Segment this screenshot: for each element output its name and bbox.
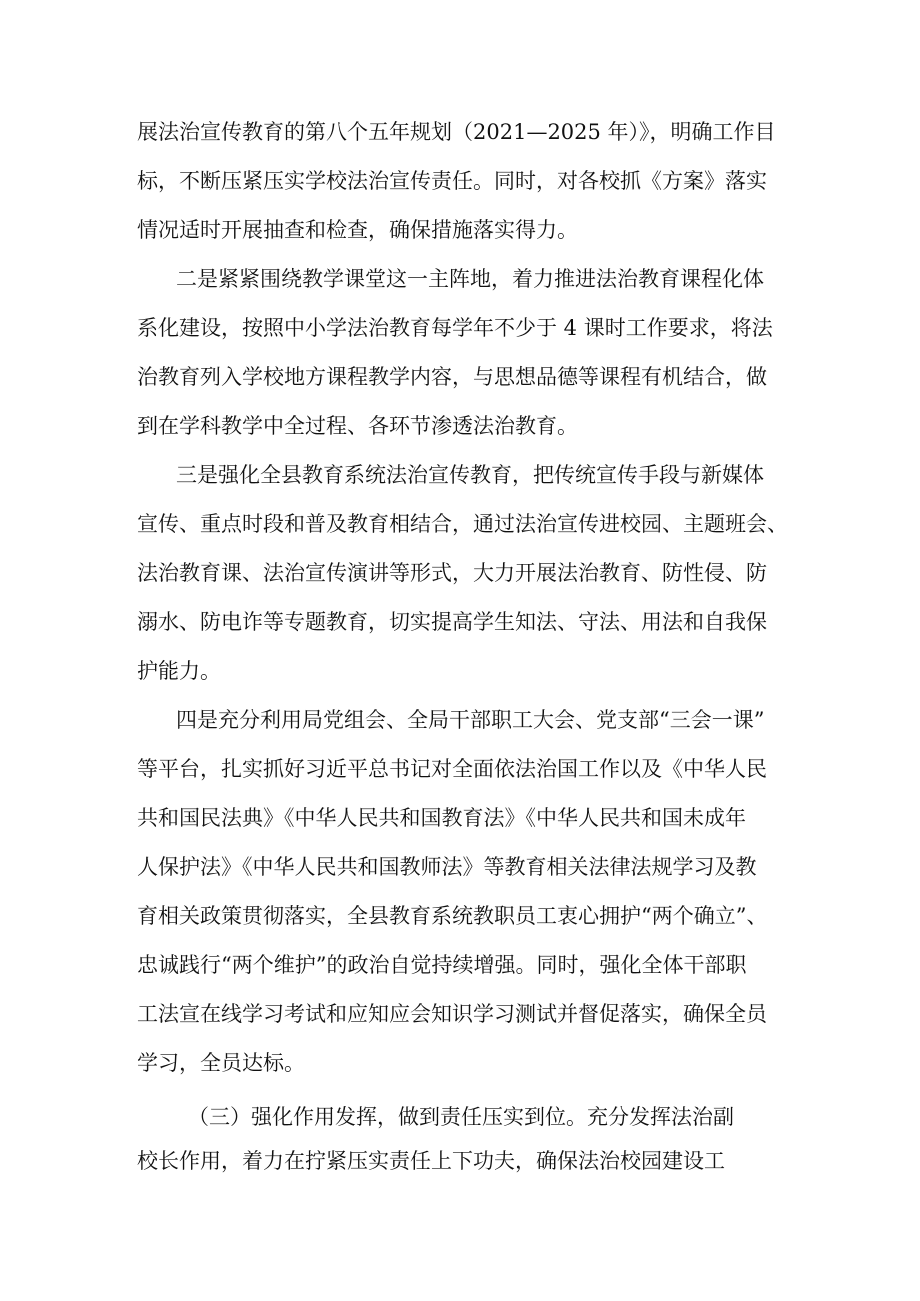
text-line: 四是充分利用局党组会、全局干部职工大会、党支部“三会一课” bbox=[176, 708, 765, 732]
text-line: 工法宣在线学习考试和应知应会知识学习测试并督促落实，确保全员 bbox=[137, 1002, 767, 1026]
text-line: 三是强化全县教育系统法治宣传教育，把传统宣传手段与新媒体 bbox=[176, 463, 764, 487]
text-line: 标，不断压紧压实学校法治宣传责任。同时，对各校抓《方案》落实 bbox=[137, 169, 767, 193]
text-line: 学习，全员达标。 bbox=[137, 1051, 305, 1075]
text-line: 二是紧紧围绕教学课堂这一主阵地，着力推进法治教育课程化体 bbox=[176, 267, 764, 291]
text-line: 等平台，扎实抓好习近平总书记对全面依法治国工作以及《中华人民 bbox=[137, 757, 767, 781]
text-line: 宣传、重点时段和普及教育相结合，通过法治宣传进校园、主题班会、 bbox=[137, 512, 788, 536]
text-line: 溺水、防电诈等专题教育，切实提高学生知法、守法、用法和自我保 bbox=[137, 610, 767, 634]
text-line: 共和国民法典》《中华人民共和国教育法》《中华人民共和国未成年 bbox=[137, 806, 746, 830]
text-line: 到在学科教学中全过程、各环节渗透法治教育。 bbox=[137, 414, 578, 438]
text-line: 忠诚践行“两个维护”的政治自觉持续增强。同时，强化全体干部职 bbox=[137, 953, 747, 977]
text-line: 情况适时开展抽查和检查，确保措施落实得力。 bbox=[137, 218, 578, 242]
text-line: 人保护法》《中华人民共和国教师法》等教育相关法律法规学习及教 bbox=[137, 855, 757, 879]
text-line: 展法治宣传教育的第八个五年规划（2021—2025 年）》，明确工作目 bbox=[137, 120, 776, 144]
section-heading-line: （三）强化作用发挥，做到责任压实到位。充分发挥法治副 bbox=[188, 1105, 734, 1129]
text-line: 育相关政策贯彻落实，全县教育系统教职员工衷心拥护“两个确立”、 bbox=[137, 904, 768, 928]
text-line: 护能力。 bbox=[137, 659, 221, 683]
text-line: 系化建设，按照中小学法治教育每学年不少于 4 课时工作要求，将法 bbox=[137, 316, 773, 340]
text-line: 治教育列入学校地方课程教学内容，与思想品德等课程有机结合，做 bbox=[137, 365, 767, 389]
text-line: 法治教育课、法治宣传演讲等形式，大力开展法治教育、防性侵、防 bbox=[137, 561, 767, 585]
text-line: 校长作用，着力在拧紧压实责任上下功夫，确保法治校园建设工 bbox=[137, 1149, 725, 1173]
